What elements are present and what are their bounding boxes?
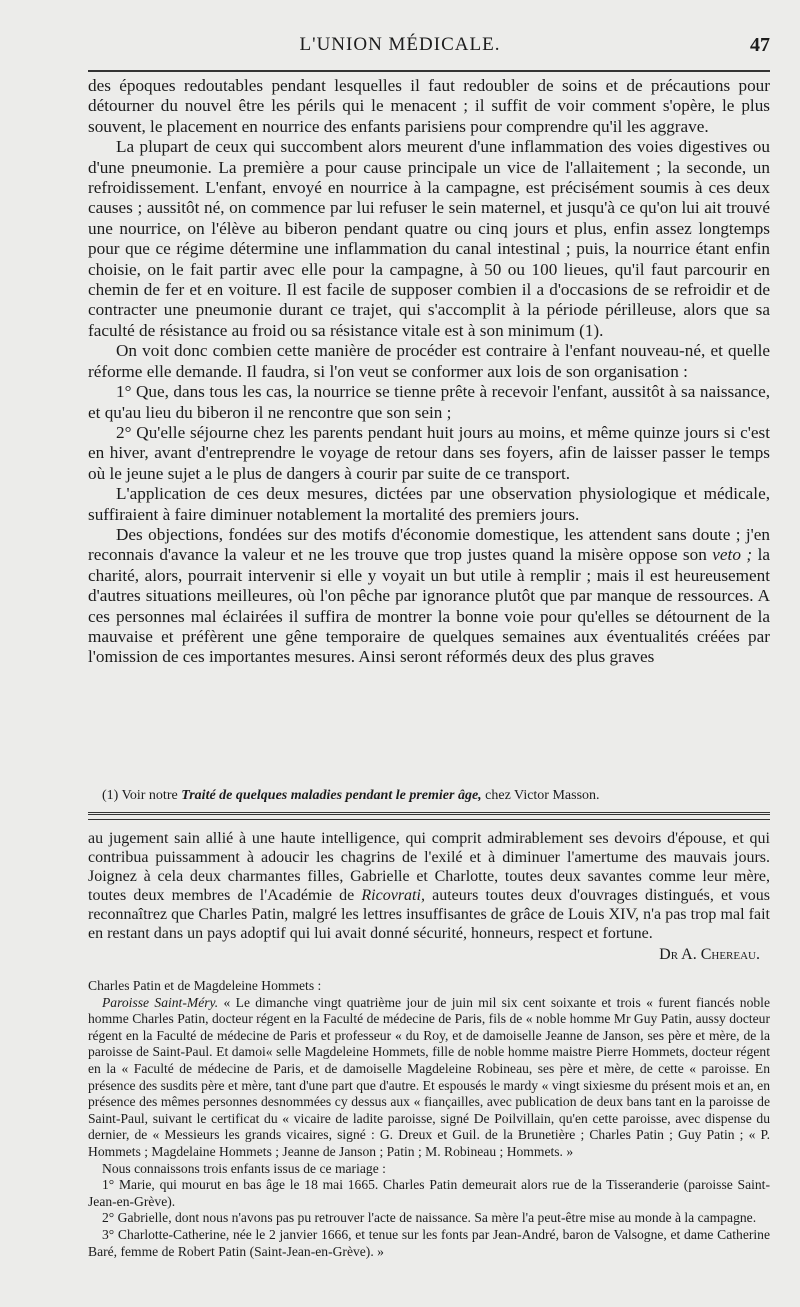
paragraph (88, 525, 770, 668)
record-text: « Le dimanche vingt quatrième jour de juin mil six cent soixante et trois « furent fiancés noble homme Charles Patin, docteur régent en la Faculté de médecine de Paris, fils de « noble homme Mr Guy Patin, aussy docteur régent en la Faculté de médecine de Paris et professeur « du Roy, et de damoiselle Jeanne de Janson, ses père et mère, de la paroisse de Saint-Paul. Et damoi« selle Magdeleine Hommets, fille de noble homme maistre Pierre Hommets, docteur régent en la « Faculté de médecine de Paris, et de damoiselle Magdeleine Robineau, ses père et mère, de cette « paroisse. En présence des susdits père et mère, tant d'une part que d'autre. Et espousés le mardy « vingt sixiesme du présent mois et an, en présence des mêmes personnes desnommées cy dessus aux « fiançailles, avec publication de deux bans tant en la paroisse de Saint-Paul, suivant le certificat du « vicaire de ladite paroisse, signé De Poilvillain, qu'en cette paroisse, avec dispense du dernier, de « Messieurs les grands vicaires, signé : G. Dreux et Guil. de la Brunetière ; Charles Patin ; Guy Patin ; « P. Hommets ; Magdelaine Hommets ; Jeanne de Janson ; Patin ; M. Robineau ; Hommets. » (88, 994, 770, 1159)
text-run: auteurs toutes deux d'ouvrages distingués, et vous reconnaîtrez que Charles Patin, malgré les lettres insuffisantes de grâce de Louis XIV, n'a pas trop mal fait en restant dans un pays adoptif qui lui avait donné sécurité, honneurs, respect et fortune. (88, 887, 771, 942)
paragraph: des époques redoutables pendant lesquelles il faut redoubler de soins et de précautions pour détourner du nouvel être les périls qui le menacent ; il suffit de voir comment s'opère, le plus souvent, le placement en nourrice des enfants parisiens pour comprendre qu'il les aggrave. (88, 76, 770, 136)
children-intro: Nous connaissons trois enfants issus de ce mariage : (102, 1160, 386, 1176)
list-item: 1° Que, dans tous les cas, la nourrice se tienne prête à recevoir l'enfant, aussitôt à sa naissance, et qu'au lieu du biberon il ne rencontre que son sein ; (88, 382, 770, 422)
emphasis: veto ; (712, 545, 753, 565)
list-item: 3° Charlotte-Catherine, née le 2 janvier 1666, et tenue sur les fonts par Jean-André, baron de Valsogne, et dame Catherine Baré, femme de Robert Patin (Saint-Jean-en-Grève). » (88, 1226, 770, 1259)
text-run: la charité, alors, pourrait intervenir si elle y voyait un but utile à remplir ; mais il est heureusement d'autres situations meilleures, où l'on pêche par ignorance plutôt que par manque de ressources. A ces personnes mal éclairées il suffira de montrer la bonne voie pour qu'elles se détournent de la mauvaise et préfèrent une gêne temporaire de quelques semaines aux éventualités créées par l'omission de ces importantes mesures. Ainsi seront réformés deux des plus graves (88, 545, 770, 667)
running-title: L'UNION MÉDICALE. (299, 34, 501, 55)
signature: Dr A. Chereau. (659, 946, 760, 963)
document-heading: Charles Patin et de Magdeleine Hommets : (88, 978, 322, 993)
emphasis: Ricovrati, (361, 887, 425, 904)
paragraph: La plupart de ceux qui succombent alors meurent d'une inflammation des voies digestives ou d'une pneumonie. La première a pour cause principale un vice de l'allaitement ; la seconde, un refroidissement. L'enfant, envoyé en nourrice à la campagne, est précisément soumis à ces deux causes ; aussitôt né, on commence par lui refuser le sein maternel, et jusqu'à ce qu'on lui ait trouvé une nourrice, on l'élève au biberon pendant quatre ou cinq jours et plus, enfin assez longtemps pour que ce régime détermine une inflammation du canal intestinal ; puis, la nourrice étant enfin choisie, on le fait partir avec elle pour la campagne, à 50 ou 100 lieues, qu'il faut parcourir en chemin de fer et en voiture. Il est facile de supposer combien il a d'occasions de se refroidir et de contracter une pneumonie durant ce trajet, qui s'accomplit à la période périlleuse, alors que sa faculté de résistance au froid ou sa résistance vitale est à son minimum (1). (88, 137, 770, 340)
main-article-text (88, 76, 770, 668)
paragraph: L'application de ces deux mesures, dictées par une observation physiologique et médicale, suffiraient à faire diminuer notablement la mortalité des premiers jours. (88, 484, 770, 524)
paragraph: On voit donc combien cette manière de procéder est contraire à l'enfant nouveau-né, et quelle réforme elle demande. Il faudra, si l'on veut se conformer aux lois de son organisation : (88, 341, 770, 381)
parish-name: Paroisse Saint-Méry. (102, 994, 219, 1010)
list-item: 2° Gabrielle, dont nous n'avons pas pu retrouver l'acte de naissance. Sa mère l'a peut-être mise au monde à la campagne. (102, 1210, 757, 1226)
parish-record (88, 995, 770, 1161)
header-rule (88, 70, 770, 72)
document-transcript (88, 978, 770, 1260)
text-run: au jugement sain allié à une haute intelligence, qui comprit admirablement ses devoirs d'épouse, et qui contribua puissamment à adoucir les chagrins de l'exilé et à diminuer l'amertume des mauvais jours. Joignez à cela deux charmantes filles, Gabrielle et Charlotte, toutes deux savantes comme leur mère, toutes deux membres de l'Académie de (88, 830, 770, 904)
footnote-prefix: (1) Voir notre (102, 788, 182, 803)
footnote-title: Traité de quelques maladies pendant le premier âge, (181, 788, 482, 803)
page-header (0, 30, 800, 60)
section-divider (88, 812, 770, 820)
feuilleton-text (88, 829, 770, 964)
page-number: 47 (750, 34, 770, 56)
list-item: 1° Marie, qui mourut en bas âge le 18 mai 1665. Charles Patin demeurait alors rue de la Tisseranderie (paroisse Saint-Jean-en-Grève). (88, 1177, 770, 1209)
footnote-suffix: chez Victor Masson. (481, 788, 600, 803)
text-run: Des objections, fondées sur des motifs d'économie domestique, les attendent sans doute ; j'en reconnais d'avance la valeur et ne les trouve que trop justes quand la misère oppose son (88, 524, 770, 565)
paragraph (88, 829, 770, 943)
footnote (88, 788, 770, 804)
list-item: 2° Qu'elle séjourne chez les parents pendant huit jours au moins, et même quinze jours si c'est en hiver, avant d'entreprendre le voyage de retour dans ses foyers, afin de laisser passer le temps où le jeune sujet a le plus de dangers à courir par suite de ce transport. (88, 422, 770, 483)
